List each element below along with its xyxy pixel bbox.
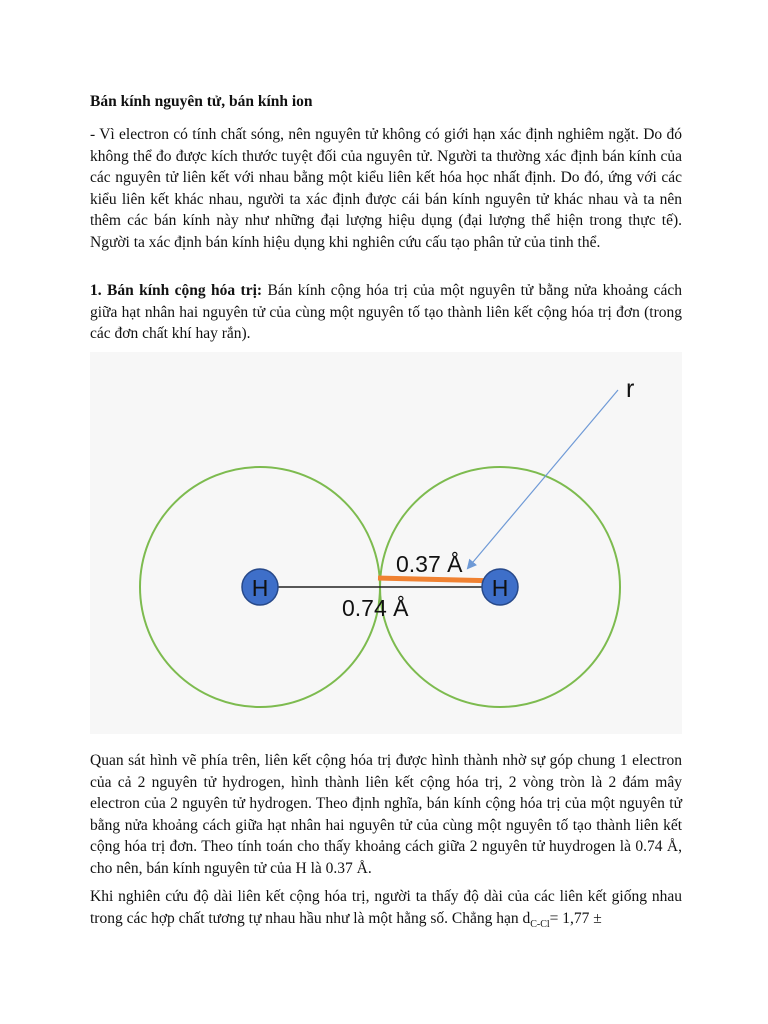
bond-length-paragraph xyxy=(90,886,682,935)
left-atom-label: H xyxy=(251,575,269,601)
pointer-label: r xyxy=(626,375,635,403)
bond-length-value: = 1,77 ± xyxy=(549,909,602,927)
radius-pointer-arrow xyxy=(468,390,618,568)
hydrogen-diagram xyxy=(90,352,682,734)
distance-label: 0.74 Å xyxy=(342,595,409,621)
intro-paragraph: - Vì electron có tính chất sóng, nên nguyên tử không có giới hạn xác định nghiêm ngặt. Do đó không thể đo được kích thước tuyệt đối của nguyên tử. Người ta thường xác định bán kính của các nguyên tử liên kết với nhau bằng một kiểu liên kết hóa học nhất định. Do đó, ứng với các kiểu liên kết khác nhau, người ta xác định được cái bán kính nguyên tử khác nhau và ta nên thêm các bán kính này như những đại lượng hiệu dụng (đại lượng thể hiện trong thực tế). Người ta xác định bán kính hiệu dụng khi nghiên cứu cấu tạo phân tử của tinh thể. xyxy=(90,126,682,251)
figure-explanation-paragraph: Quan sát hình vẽ phía trên, liên kết cộng hóa trị được hình thành nhờ sự góp chung 1 electron của cả 2 nguyên tử hydrogen, hình thành liên kết cộng hóa trị, 2 vòng tròn là 2 đám mây electron của 2 nguyên tử hydrogen. Theo định nghĩa, bán kính cộng hóa trị của một nguyên tử bằng nửa khoảng cách giữa hạt nhân hai nguyên tử của cùng một nguyên tố tạo thành liên kết cộng hóa trị đơn. Theo tính toán cho thấy khoảng cách giữa 2 nguyên tử huydrogen là 0.74 Å, cho nên, bán kính nguyên tử của H là 0.37 Å. xyxy=(90,752,682,877)
covalent-radius-heading: 1. Bán kính cộng hóa trị: xyxy=(90,282,263,299)
radius-label: 0.37 Å xyxy=(396,551,463,577)
right-atom-label: H xyxy=(491,575,509,601)
bond-length-text: Khi nghiên cứu độ dài liên kết cộng hóa trị, người ta thấy độ dài của các liên kết giống nhau trong các hợp chất tương tự nhau hầu như là một hằng số. Chẳng hạn d xyxy=(90,888,682,927)
bond-subscript: C-Cl xyxy=(530,918,550,930)
radius-line xyxy=(378,578,500,581)
section-title: Bán kính nguyên tử, bán kính ion xyxy=(90,93,313,110)
covalent-radius-definition: Bán kính cộng hóa trị của một nguyên tử bằng nửa khoảng cách giữa hạt nhân hai nguyên tử của cùng một nguyên tố tạo thành liên kết cộng hóa trị đơn (trong các đơn chất khí hay rắn). xyxy=(90,282,682,342)
hydrogen-molecule-figure xyxy=(90,352,682,734)
covalent-radius-paragraph xyxy=(90,280,682,345)
